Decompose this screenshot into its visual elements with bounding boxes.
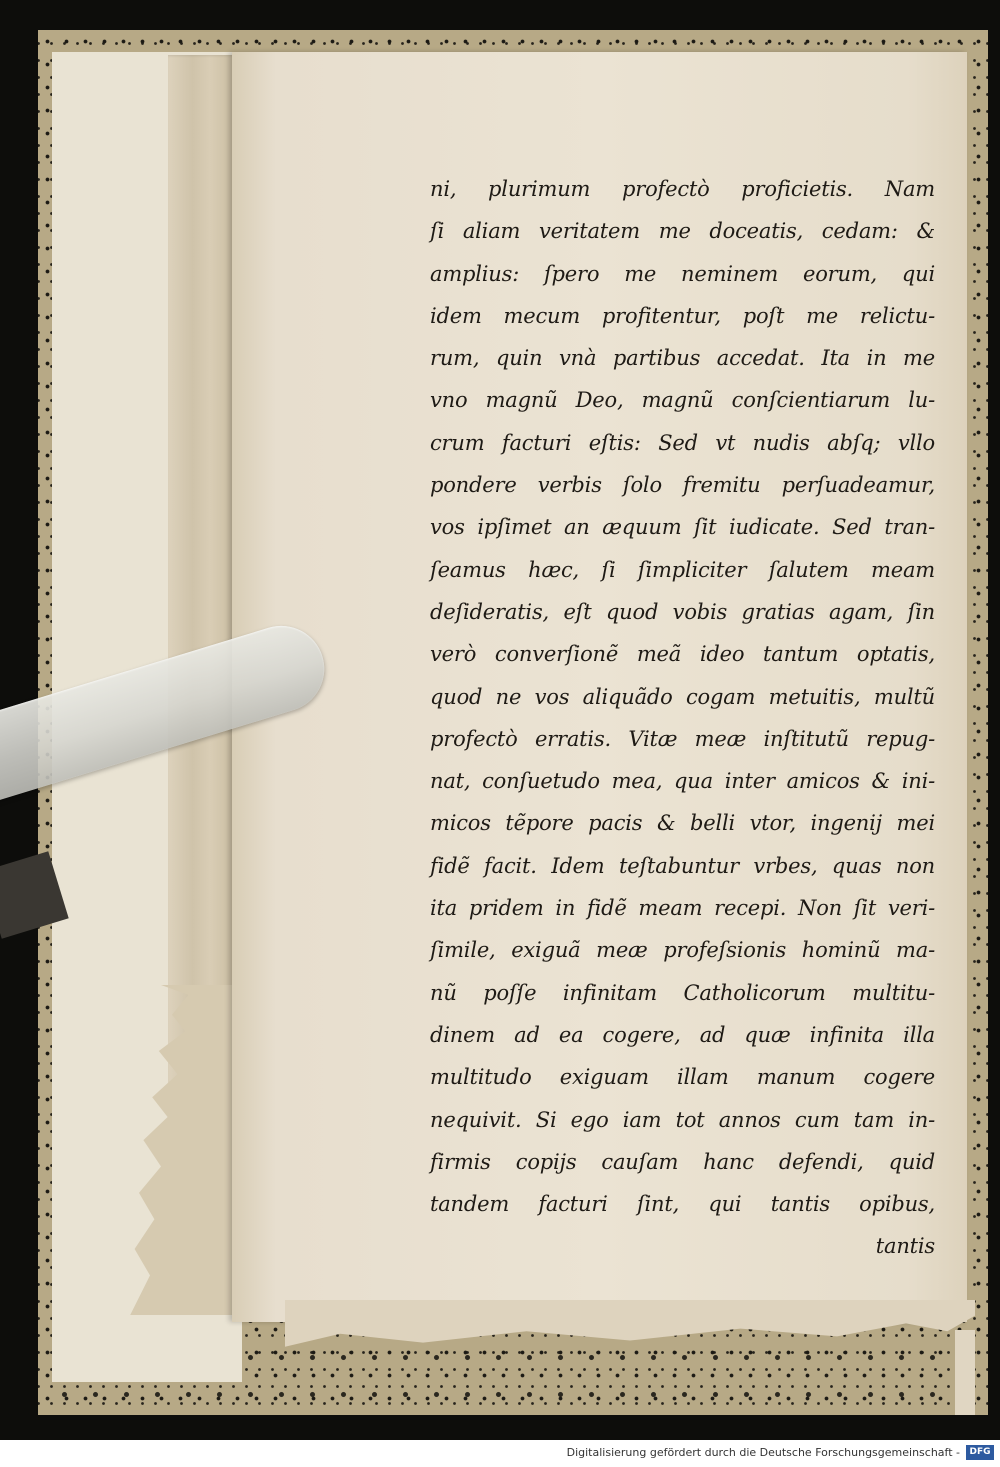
text-line: profectò erratis. Vitæ meæ inſtitutũ repug- [430, 726, 935, 751]
text-line: ſimile, exiguã meæ profeſsionis hominũ ma- [430, 938, 935, 963]
footer-bar [0, 1440, 1000, 1467]
text-line: firmis copijs cauſam hanc defendi, quid [430, 1149, 935, 1174]
text-line: deſideratis, eſt quod vobis gratias agam, ſin [430, 599, 935, 624]
text-line: tandem facturi ſint, qui tantis opibus, [430, 1192, 935, 1217]
text-line: nequivit. Si ego iam tot annos cum tam in- [430, 1107, 935, 1132]
text-line: vos ipſimet an æquum ſit iudicate. Sed tran- [430, 515, 935, 540]
text-line: crum facturi eſtis: Sed vt nudis abſq; vllo [430, 430, 935, 455]
text-line: nat, conſuetudo mea, qua inter amicos & ini- [430, 769, 935, 794]
funding-credit: Digitalisierung gefördert durch die Deutsche Forschungsgemeinschaft - [566, 1446, 960, 1459]
text-line: ita pridem in fidẽ meam recepi. Non ſit veri- [430, 896, 935, 921]
text-line: rum, quin vnà partibus accedat. Ita in me [430, 346, 935, 371]
page-tab-strip [955, 1330, 975, 1415]
dfg-logo-icon: DFG [966, 1445, 994, 1460]
text-line: fidẽ facit. Idem teſtabuntur vrbes, quas non [430, 853, 935, 878]
text-line: dinem ad ea cogere, ad quæ infinita illa [430, 1022, 935, 1047]
text-line: pondere verbis ſolo fremitu perſuadeamur, [430, 473, 935, 498]
text-line: nũ poſſe infinitam Catholicorum multitu- [430, 980, 935, 1005]
text-line: ſeamus hæc, ſi ſimpliciter ſalutem meam [430, 557, 935, 582]
text-line: vno magnũ Deo, magnũ conſcientiarum lu- [430, 388, 935, 413]
text-line: verò converſionẽ meã ideo tantum optatis, [430, 642, 935, 667]
text-line: micos tẽpore pacis & belli vtor, ingenij mei [430, 811, 935, 836]
text-line: amplius: ſpero me neminem eorum, qui [430, 261, 935, 286]
catchword: tantis [875, 1234, 935, 1259]
text-line: ſi aliam veritatem me doceatis, cedam: & [430, 219, 935, 244]
text-line: ni, plurimum profectò proficietis. Nam [430, 177, 935, 201]
text-line: multitudo exiguam illam manum cogere [430, 1065, 935, 1090]
text-line: quod ne vos aliquãdo cogam metuitis, multũ [430, 684, 935, 709]
page-text-block [430, 168, 935, 1268]
text-line: idem mecum profitentur, poſt me relictu- [430, 303, 935, 328]
